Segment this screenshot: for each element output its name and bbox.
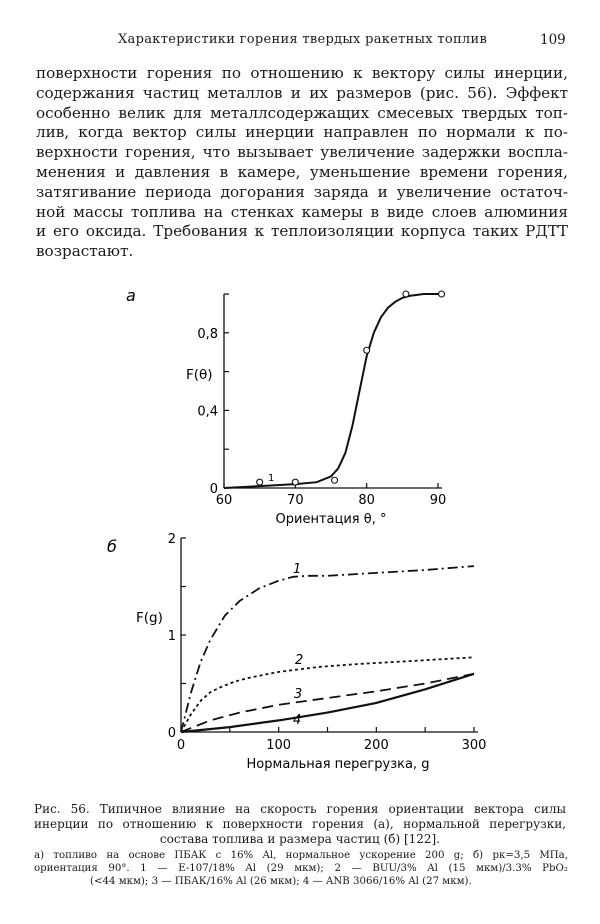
x-axis-label: Нормальная перегрузка, g <box>246 757 430 772</box>
series-line-4 <box>181 674 474 732</box>
annotation-label: 1 <box>268 473 275 484</box>
x-axis-label: Ориентация θ, ° <box>275 512 387 527</box>
body-line: менения и давления в камере, уменьшение времени горения, <box>36 162 568 181</box>
x-tick-label: 200 <box>363 738 389 753</box>
panel-label: а <box>126 286 136 305</box>
y-tick-label: 0,4 <box>197 404 218 420</box>
body-line: содержания частиц металлов и их размеров (рис. 56). Эффект <box>36 83 568 102</box>
body-line: лив, когда вектор силы инерции направлен по нормали к по- <box>36 123 568 142</box>
series-label: 4 <box>293 713 302 728</box>
caption-line: инерции по отношению к поверхности горения (а), нормальной перегрузки, <box>34 817 566 832</box>
x-tick-label: 300 <box>461 738 487 753</box>
series-line-3 <box>181 674 474 732</box>
running-title: Характеристики горения твердых ракетных топлив <box>118 32 488 47</box>
body-line: возрастают. <box>36 242 134 261</box>
series-label: 2 <box>295 653 304 668</box>
chart-a <box>126 286 446 527</box>
x-tick-label: 60 <box>215 493 233 508</box>
figure-legend <box>34 849 568 888</box>
body-line: затягивание периода догорания заряда и увеличение остаточ- <box>36 182 568 201</box>
x-tick-label: 100 <box>266 738 292 753</box>
body-line: ной массы топлива на стенках камеры в виде слоев алюминия <box>36 202 568 221</box>
data-point <box>292 479 298 485</box>
y-tick-label: 0 <box>167 726 176 741</box>
x-tick-label: 90 <box>429 493 447 508</box>
page-number: 109 <box>540 32 566 48</box>
panel-label: б <box>107 537 117 556</box>
caption-line: состава топлива и размера частиц (б) [122]. <box>159 832 441 847</box>
y-tick-label: 0 <box>209 482 218 497</box>
legend-line: (<44 мкм); 3 — ПБАК/16% Al (26 мкм); 4 — ANB 3066/16% Al (27 мкм). <box>90 876 472 887</box>
chart-b <box>107 532 486 772</box>
data-point <box>257 479 263 485</box>
data-point <box>332 477 338 483</box>
data-point <box>364 347 370 353</box>
series-line-2 <box>181 657 474 732</box>
body-line: поверхности горения по отношению к вектору силы инерции, <box>36 64 568 82</box>
y-tick-label: 2 <box>167 532 176 547</box>
body-line: и его оксида. Требования к теплоизоляции корпуса таких РДТТ <box>36 222 568 241</box>
x-tick-label: 70 <box>287 493 304 508</box>
y-axis-label: F(g) <box>136 610 163 626</box>
caption-line: Рис. 56. Типичное влияние на скорость горения ориентации вектора силы <box>34 802 566 816</box>
x-tick-label: 80 <box>358 493 375 508</box>
legend-line: а) топливо на основе ПБАК с 16% Al, нормальное ускорение 200 g; б) pк=3,5 МПа, <box>34 850 568 861</box>
legend-line: ориентация 90°. 1 — E-107/18% Al (29 мкм); 2 — BUU/3% Al (15 мкм)/3.3% PbO₂ <box>34 863 568 874</box>
figure-caption <box>34 802 566 848</box>
y-tick-label: 0,8 <box>197 326 218 342</box>
series-label: 3 <box>294 687 303 702</box>
data-point <box>439 291 445 297</box>
x-tick-label: 0 <box>176 738 186 753</box>
series-line-1 <box>181 566 474 732</box>
y-tick-label: 1 <box>167 629 176 644</box>
body-line: особенно велик для металлсодержащих смесевых твердых топ- <box>36 103 568 122</box>
series-label: 1 <box>293 562 302 577</box>
y-axis-label: F(θ) <box>186 367 213 383</box>
body-line: верхности горения, что вызывает увеличение задержки воспла- <box>36 143 568 162</box>
fitted-curve <box>224 294 442 488</box>
data-point <box>403 291 409 297</box>
